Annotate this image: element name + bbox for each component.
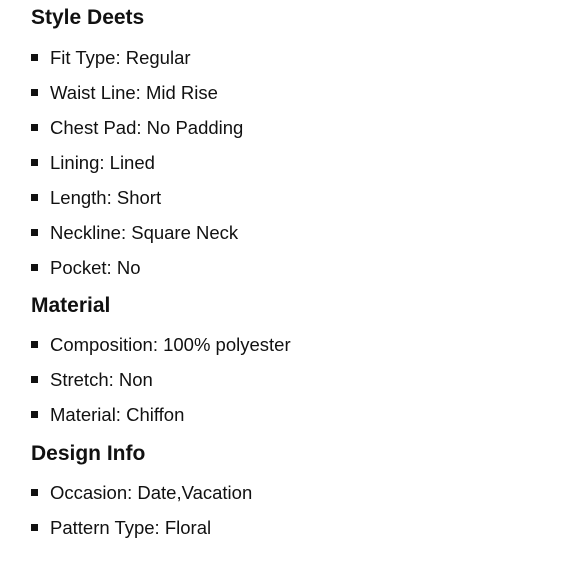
list-item-text: Neckline: Square Neck [50, 222, 239, 243]
list-item-text: Material: Chiffon [50, 404, 185, 425]
list-item-text: Composition: 100% polyester [50, 334, 291, 355]
bullet-icon [31, 264, 38, 271]
list-item [31, 327, 580, 362]
material-section [31, 292, 580, 432]
bullet-icon [31, 489, 38, 496]
style-deets-section [31, 4, 580, 285]
bullet-icon [31, 376, 38, 383]
bullet-icon [31, 341, 38, 348]
list-item-text: Length: Short [50, 187, 162, 208]
list-item [31, 362, 580, 397]
list-item-text: Stretch: Non [50, 369, 153, 390]
list-item-text: Chest Pad: No Padding [50, 117, 244, 138]
list-item-text: Fit Type: Regular [50, 47, 191, 68]
section-title-design-info: Design Info [31, 442, 146, 465]
list-item-text: Pattern Type: Floral [50, 517, 212, 538]
list-item-text: Pocket: No [50, 257, 141, 278]
design-info-section [31, 440, 580, 545]
list-item [31, 250, 580, 285]
bullet-icon [31, 524, 38, 531]
bullet-icon [31, 159, 38, 166]
list-item [31, 180, 580, 215]
bullet-icon [31, 411, 38, 418]
list-item-text: Lining: Lined [50, 152, 155, 173]
list-item [31, 215, 580, 250]
list-item-text: Waist Line: Mid Rise [50, 82, 218, 103]
bullet-icon [31, 89, 38, 96]
list-item [31, 40, 580, 75]
material-list [31, 327, 580, 432]
list-item [31, 475, 580, 510]
bullet-icon [31, 229, 38, 236]
list-item-text: Occasion: Date,Vacation [50, 482, 253, 503]
list-item [31, 145, 580, 180]
list-item [31, 397, 580, 432]
list-item [31, 110, 580, 145]
bullet-icon [31, 124, 38, 131]
list-item [31, 510, 580, 545]
style-deets-list [31, 40, 580, 285]
section-title-style-deets: Style Deets [31, 6, 145, 29]
bullet-icon [31, 194, 38, 201]
product-details [31, 4, 580, 545]
list-item [31, 75, 580, 110]
design-info-list [31, 475, 580, 545]
section-title-material: Material [31, 294, 111, 317]
bullet-icon [31, 54, 38, 61]
